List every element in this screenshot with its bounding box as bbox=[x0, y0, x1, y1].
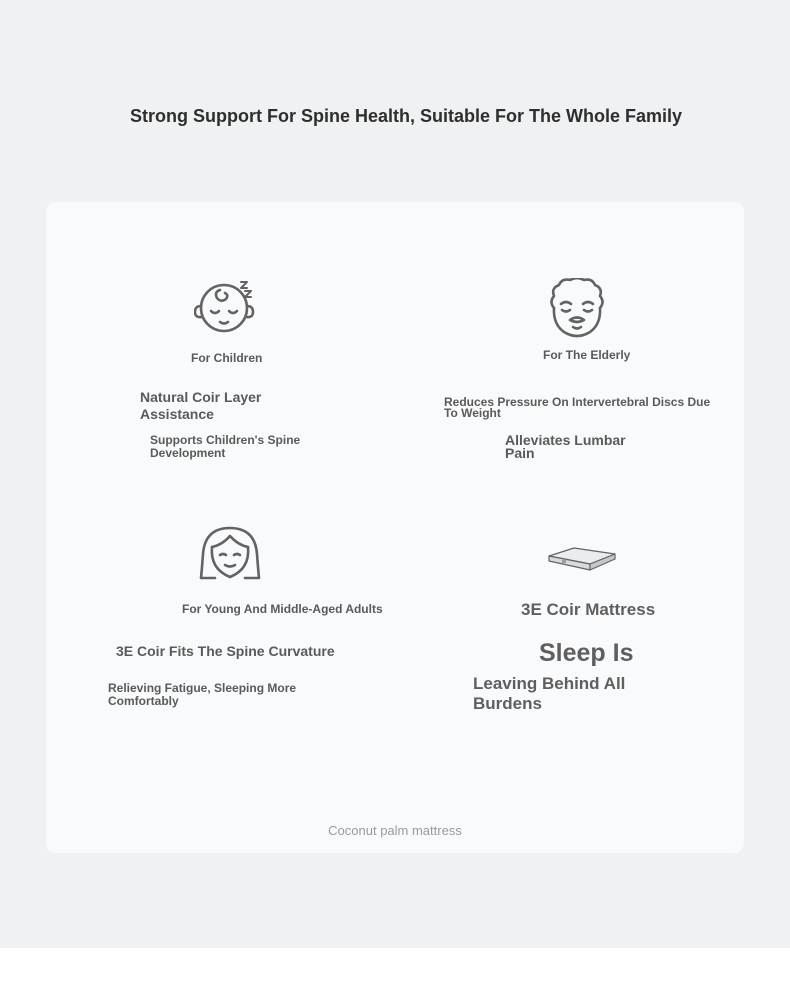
adults-feature: 3E Coir Fits The Spine Curvature bbox=[116, 643, 335, 659]
elderly-title: For The Elderly bbox=[543, 348, 631, 362]
children-benefit: Supports Children's Spine Development bbox=[150, 433, 301, 460]
adults-title: For Young And Middle-Aged Adults bbox=[182, 602, 383, 616]
young-woman-icon bbox=[199, 525, 261, 581]
baby-sleeping-icon bbox=[194, 278, 256, 336]
elderly-feature: Reduces Pressure On Intervertebral Discs Due To Weight bbox=[444, 395, 711, 420]
elderly-benefit: Alleviates Lumbar Pain bbox=[505, 432, 626, 461]
adults-benefit: Relieving Fatigue, Sleeping More Comfortably bbox=[108, 681, 297, 708]
elderly-man-icon bbox=[548, 278, 606, 338]
mattress-slogan-big: Sleep Is bbox=[539, 639, 634, 667]
card-caption: Coconut palm mattress bbox=[328, 823, 462, 838]
mattress-slogan-rest: Leaving Behind All Burdens bbox=[473, 674, 626, 713]
feature-card bbox=[46, 202, 744, 853]
page-headline: Strong Support For Spine Health, Suitable For The Whole Family bbox=[129, 106, 683, 126]
children-feature: Natural Coir Layer Assistance bbox=[140, 389, 262, 422]
mattress-icon bbox=[546, 546, 618, 576]
children-title: For Children bbox=[191, 351, 263, 365]
mattress-title: 3E Coir Mattress bbox=[521, 600, 656, 619]
